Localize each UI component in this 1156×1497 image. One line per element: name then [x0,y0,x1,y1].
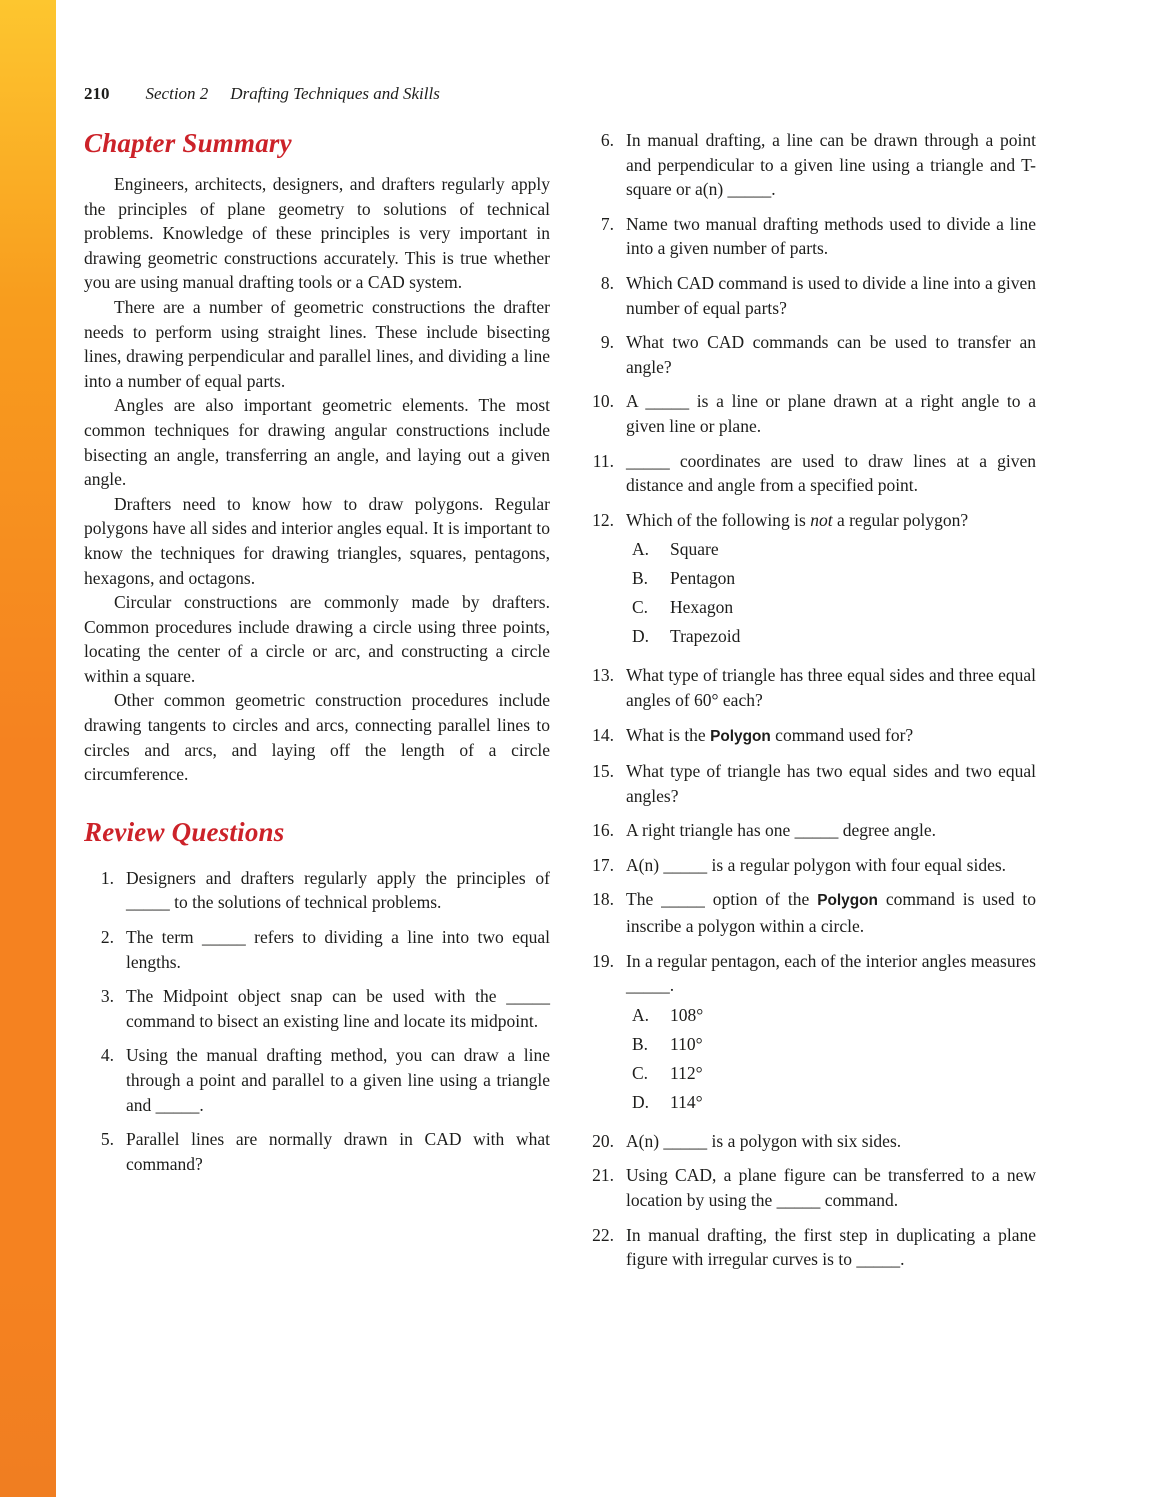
question-body [626,389,1036,438]
question-text [626,1223,1036,1272]
choice-item [626,1061,1036,1086]
choice-text: Square [670,539,719,560]
question-text-segment: Name two manual drafting methods used to divide a line into a given number of parts. [626,213,1036,259]
question-text-segment: Designers and drafters regularly apply the principles of _____ to the solutions of technical problems. [126,867,550,913]
question-item [584,1223,1036,1272]
question-text-segment: Using the manual drafting method, you can draw a line through a point and parallel to a given line using a triangle and _____. [126,1045,550,1115]
question-text-segment: The _____ option of the [626,889,818,910]
question-text [626,330,1036,379]
question-item [584,389,1036,438]
question-number: 20. [592,1130,614,1151]
right-column [584,128,1036,1282]
question-text [626,1129,1036,1154]
question-text-segment: The Midpoint object snap can be used with the _____ command to bisect an existing line and locate its midpoint. [126,986,550,1031]
question-text-segment: Using CAD, a plane figure can be transferred to a new location by using the _____ command. [626,1165,1036,1211]
question-number: 22. [592,1224,614,1245]
question-text-segment: A right triangle has one _____ degree angle. [626,820,937,841]
section-title: Drafting Techniques and Skills [230,84,440,103]
question-text-segment: command used for? [770,724,914,745]
question-number: 12. [592,509,614,530]
question-text [626,389,1036,438]
page-content [84,84,1036,1282]
summary-paragraph: Circular constructions are commonly made by drafters. Common procedures include drawing a circle using three points, locating the center of a circle or arc, and constructing a circle within a square. [84,592,550,686]
question-number: 9. [600,332,614,353]
question-number: 10. [592,391,614,412]
choice-text: Hexagon [670,597,734,618]
choice-text: Trapezoid [670,626,741,647]
question-item [584,212,1036,261]
question-text-segment: A _____ is a line or plane drawn at a right angle to a given line or plane. [626,391,1036,436]
question-number: 13. [592,665,614,686]
chapter-summary-heading: Chapter Summary [84,128,292,158]
question-text [626,949,1036,998]
question-body [626,128,1036,202]
question-body [626,949,1036,1119]
choice-text: 110° [670,1033,703,1054]
question-item [584,508,1036,654]
question-text-segment: The term _____ refers to dividing a line into two equal lengths. [126,927,550,972]
question-text [626,128,1036,202]
summary-paragraph: Other common geometric construction procedures include drawing tangents to circles and arcs, connecting parallel lines to circles and arcs, and laying off the length of a circle circumference. [84,690,550,785]
choice-text: Pentagon [670,568,736,589]
question-body [626,818,1036,843]
question-text-segment: a regular polygon? [832,509,969,530]
review-questions-heading: Review Questions [84,816,285,847]
question-text-segment: What is the [626,724,711,745]
question-body [126,866,550,915]
question-text [626,723,1036,750]
question-item [584,887,1036,938]
question-text [126,1043,550,1117]
question-text [126,925,550,974]
question-number: 15. [592,761,614,782]
question-body [626,271,1036,320]
choice-item [626,624,1036,649]
question-item [84,866,550,915]
question-number: 21. [592,1165,614,1186]
question-body [626,1223,1036,1272]
question-text-segment: _____ coordinates are used to draw lines at a given distance and angle from a specified point. [626,450,1036,496]
two-column-layout [84,128,1036,1282]
question-body [126,984,550,1033]
question-body [626,887,1036,938]
question-item [584,449,1036,498]
question-text-segment: In manual drafting, the first step in duplicating a plane figure with irregular curves is to _____. [626,1224,1036,1270]
question-body [626,723,1036,750]
choice-letter: B. [632,1033,649,1054]
question-text-segment: In a regular pentagon, each of the interior angles measures _____. [626,950,1036,996]
question-number: 11. [592,450,614,471]
review-questions-left-list [84,866,550,1177]
question-number: 1. [100,867,114,888]
question-text-segment: A(n) _____ is a regular polygon with four equal sides. [626,854,1007,875]
review-questions-right-list [584,128,1036,1272]
question-body [626,1129,1036,1154]
question-body [126,1043,550,1117]
summary-paragraph: Drafters need to know how to draw polygons. Regular polygons have all sides and interior angles equal. It is important to know the techniques for drawing triangles, squares, pentagons, hexagons, and octagons. [84,493,550,588]
question-number: 7. [600,213,614,234]
question-text [126,866,550,915]
question-text-segment: A(n) _____ is a polygon with six sides. [626,1130,902,1151]
question-text-segment: Which of the following is [626,509,811,530]
question-item [84,1043,550,1117]
question-body [626,853,1036,878]
choice-letter: D. [632,626,650,647]
question-text [626,853,1036,878]
question-text [626,212,1036,261]
question-body [626,663,1036,712]
left-column [84,128,550,1282]
question-body [126,925,550,974]
question-body [626,508,1036,654]
question-text [126,1127,550,1176]
question-item [84,925,550,974]
question-text [626,818,1036,843]
question-text [626,663,1036,712]
question-item [584,330,1036,379]
question-number: 5. [100,1129,114,1150]
choice-item [626,537,1036,562]
question-text-segment: Which CAD command is used to divide a line into a given number of equal parts? [626,272,1036,318]
summary-paragraph: There are a number of geometric constructions the drafter needs to perform using straight lines. These include bisecting lines, drawing perpendicular and parallel lines, and dividing a line into a number of equal parts. [84,296,550,391]
choice-text: 112° [670,1062,703,1083]
question-number: 17. [592,854,614,875]
choice-list [626,1003,1036,1115]
question-number: 8. [600,272,614,293]
question-text [626,759,1036,808]
question-item [584,271,1036,320]
question-number: 6. [600,130,614,150]
choice-text: 114° [670,1091,703,1112]
question-number: 2. [100,927,114,948]
page-edge-gradient-bar [0,0,56,1497]
question-text-segment: What type of triangle has two equal sides and two equal angles? [626,761,1036,806]
choice-letter: B. [632,568,649,589]
choice-letter: C. [632,597,649,618]
command-name: Polygon [710,727,771,745]
section-label: Section 2 [145,84,209,103]
question-item [584,853,1036,878]
question-body [626,449,1036,498]
question-text-segment: Parallel lines are normally drawn in CAD with what command? [126,1129,550,1174]
question-number: 4. [100,1045,114,1066]
choice-text: 108° [670,1004,704,1025]
choice-item [626,1032,1036,1057]
question-text-segment: What type of triangle has three equal sides and three equal angles of 60° each? [626,665,1036,710]
question-text-segment: command is used to inscribe a polygon within a circle. [626,889,1036,937]
question-item [584,128,1036,202]
question-item [584,663,1036,712]
question-number: 16. [592,820,614,841]
question-text [626,271,1036,320]
choice-letter: A. [632,539,650,560]
question-number: 14. [592,724,614,745]
choice-list [626,537,1036,649]
choice-letter: A. [632,1004,650,1025]
question-body [126,1127,550,1176]
question-text [626,887,1036,938]
question-number: 19. [592,950,614,971]
choice-item [626,566,1036,591]
question-text-segment: What two CAD commands can be used to transfer an angle? [626,332,1036,377]
summary-paragraph: Engineers, architects, designers, and drafters regularly apply the principles of plane geometry to solutions of technical problems. Knowledge of these principles is very important in drawing geometric constructions accurately. This is true whether you are using manual drafting tools or a CAD system. [84,174,550,293]
choice-letter: D. [632,1091,650,1112]
choice-item [626,595,1036,620]
choice-letter: C. [632,1062,649,1083]
question-text [126,984,550,1033]
question-item [84,1127,550,1176]
question-text [626,449,1036,498]
question-item [584,818,1036,843]
question-text [626,508,1036,533]
question-item [584,1129,1036,1154]
question-text [626,1163,1036,1212]
choice-item [626,1003,1036,1028]
question-body [626,759,1036,808]
choice-item [626,1090,1036,1115]
chapter-summary-paragraphs [84,172,550,787]
question-body [626,212,1036,261]
page-header [84,84,1036,104]
command-name: Polygon [817,892,878,910]
question-item [84,984,550,1033]
page-number: 210 [84,84,110,103]
question-body [626,330,1036,379]
question-item [584,949,1036,1119]
question-number: 18. [592,889,614,910]
summary-paragraph: Angles are also important geometric elements. The most common techniques for drawing angular constructions include bisecting an angle, transferring an angle, and laying out a given angle. [84,395,550,490]
question-body [626,1163,1036,1212]
question-item [584,723,1036,750]
question-number: 3. [100,986,114,1007]
question-item [584,759,1036,808]
question-text-segment: In manual drafting, a line can be drawn through a point and perpendicular to a given line using a triangle and T-square or a(n) _____. [626,130,1036,200]
question-text-segment: not [810,509,833,530]
question-item [584,1163,1036,1212]
